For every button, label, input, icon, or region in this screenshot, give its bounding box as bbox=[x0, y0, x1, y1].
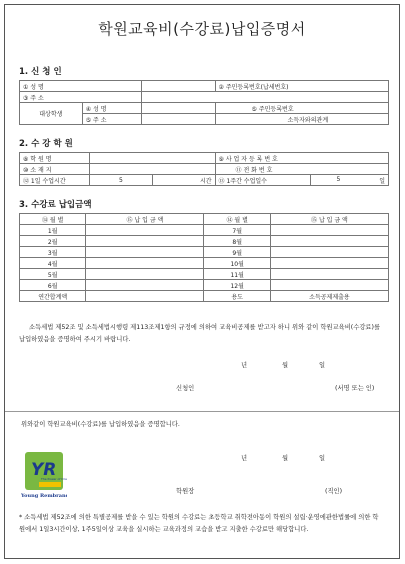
confirm-statement: 위와같이 학원교육비(수강료)를 납입하였음을 증명합니다. bbox=[21, 421, 180, 428]
annual-total-value[interactable] bbox=[86, 291, 204, 302]
student-label: 대상학생 bbox=[20, 103, 83, 125]
applicant-table bbox=[19, 80, 389, 125]
address-label: ③ 주 소 bbox=[20, 92, 142, 103]
phone-label: ⑪ 전 화 번 호 bbox=[215, 164, 388, 175]
month-label: 7월 bbox=[204, 225, 270, 236]
month-label: 8월 bbox=[204, 236, 270, 247]
fee-row bbox=[20, 280, 389, 291]
director-label: 학원장 bbox=[176, 488, 195, 495]
usage-label: 용도 bbox=[204, 291, 270, 302]
fee-row bbox=[20, 247, 389, 258]
fee-row bbox=[20, 225, 389, 236]
section-academy-heading: 2. 수 강 학 원 bbox=[19, 139, 73, 149]
weekly-days-value: 5 bbox=[336, 175, 341, 183]
address-value[interactable] bbox=[141, 92, 388, 103]
relation-label: 소득자와의관계 bbox=[215, 114, 388, 125]
date2-year: 년 bbox=[241, 455, 248, 462]
academy-table bbox=[19, 152, 389, 186]
name-value[interactable] bbox=[141, 81, 215, 92]
young-rembrandts-logo bbox=[21, 452, 67, 498]
month-label: 6월 bbox=[20, 280, 86, 291]
amount-value[interactable] bbox=[86, 236, 204, 247]
applicant-label: 신청인 bbox=[176, 385, 195, 392]
month-header-left: ⑭ 월 별 bbox=[20, 214, 86, 225]
logo-caption: Young Rembran bbox=[21, 493, 66, 498]
amount-value[interactable] bbox=[86, 258, 204, 269]
divider bbox=[5, 411, 399, 412]
annual-total-label: 연간합계액 bbox=[20, 291, 86, 302]
director-seal[interactable]: (직인) bbox=[325, 488, 343, 495]
month-label: 2월 bbox=[20, 236, 86, 247]
section-fee-heading: 3. 수강료 납입금액 bbox=[19, 200, 92, 210]
applicant-signature[interactable]: (서명 또는 인) bbox=[335, 385, 375, 392]
amount-value[interactable] bbox=[270, 225, 388, 236]
usage-value: 소득공제제출용 bbox=[270, 291, 388, 302]
student-address-label: ⑤ 주 소 bbox=[82, 114, 141, 125]
month-label: 9월 bbox=[204, 247, 270, 258]
amount-header-right: ⑮ 납 입 금 액 bbox=[270, 214, 388, 225]
amount-value[interactable] bbox=[270, 236, 388, 247]
month-label: 3월 bbox=[20, 247, 86, 258]
logo-stripe bbox=[39, 482, 61, 487]
location-value[interactable] bbox=[90, 164, 215, 175]
month-label: 5월 bbox=[20, 269, 86, 280]
document-title: 학원교육비(수강료)납입증명서 bbox=[98, 20, 306, 38]
daily-hours-value[interactable]: 5 bbox=[90, 175, 153, 186]
month-label: 1월 bbox=[20, 225, 86, 236]
section-applicant-heading: 1. 신 청 인 bbox=[19, 67, 62, 77]
daily-hours-unit: 시간 bbox=[152, 175, 215, 186]
amount-header-left: ⑮ 납 입 금 액 bbox=[86, 214, 204, 225]
fee-row bbox=[20, 236, 389, 247]
month-label: 12월 bbox=[204, 280, 270, 291]
month-label: 10월 bbox=[204, 258, 270, 269]
fee-row bbox=[20, 258, 389, 269]
student-name-value[interactable] bbox=[141, 103, 215, 114]
location-label: ⑩ 소 재 지 bbox=[20, 164, 90, 175]
date1-year: 년 bbox=[241, 362, 248, 369]
date2-month: 월 bbox=[282, 455, 289, 462]
weekly-days-label: ⑬ 1주간 수업일수 bbox=[215, 175, 311, 186]
academy-name-value[interactable] bbox=[90, 153, 215, 164]
request-statement: 소득세법 제52조 및 소득세법시행령 제113조제1항의 규정에 의하여 교육비공제를 받고자 하니 위와 같이 학원교육비(수강료)를 납입하였음을 증명하여 주시기 바랍니다. bbox=[19, 324, 381, 343]
date1-month: 월 bbox=[282, 362, 289, 369]
amount-value[interactable] bbox=[270, 280, 388, 291]
amount-value[interactable] bbox=[86, 225, 204, 236]
name-label: ① 성 명 bbox=[20, 81, 142, 92]
amount-value[interactable] bbox=[270, 258, 388, 269]
footnote: * 소득세법 제52조에 의한 특별공제를 받을 수 있는 학원의 수강료는 초등학교 취학전아동이 학원의 설립·운영에관한법률에 의한 학원에서 1일3시간이상, 1주5일이상 교육을 실시하는 교육과정의 교습을 받고 지출한 수강료만 해당합니다. bbox=[19, 514, 379, 533]
amount-value[interactable] bbox=[270, 269, 388, 280]
student-ssn-label: ⑤ 주민등록번호 bbox=[215, 103, 388, 114]
daily-hours-label: ⑫ 1일 수업시간 bbox=[20, 175, 90, 186]
amount-value[interactable] bbox=[86, 280, 204, 291]
academy-name-label: ⑧ 학 원 명 bbox=[20, 153, 90, 164]
date2-day: 일 bbox=[319, 455, 326, 462]
date1-day: 일 bbox=[319, 362, 326, 369]
logo-subtext: The Power of Dra bbox=[41, 477, 67, 481]
amount-value[interactable] bbox=[86, 247, 204, 258]
fee-row bbox=[20, 269, 389, 280]
amount-value[interactable] bbox=[270, 247, 388, 258]
weekly-days-unit: 일 bbox=[379, 177, 385, 185]
month-label: 4월 bbox=[20, 258, 86, 269]
month-header-right: ⑭ 월 별 bbox=[204, 214, 270, 225]
certificate-page bbox=[4, 4, 400, 559]
student-name-label: ④ 성 명 bbox=[82, 103, 141, 114]
fee-table bbox=[19, 213, 389, 302]
logo-letters: YR bbox=[31, 460, 57, 480]
month-label: 11월 bbox=[204, 269, 270, 280]
bizno-label: ⑨ 사 업 자 등 록 번 호 bbox=[215, 153, 388, 164]
logo-graphic bbox=[21, 452, 67, 498]
weekly-days-cell[interactable] bbox=[311, 175, 389, 186]
student-address-value[interactable] bbox=[141, 114, 215, 125]
amount-value[interactable] bbox=[86, 269, 204, 280]
ssn-label: ② 주민등록번호(납세번호) bbox=[215, 81, 388, 92]
